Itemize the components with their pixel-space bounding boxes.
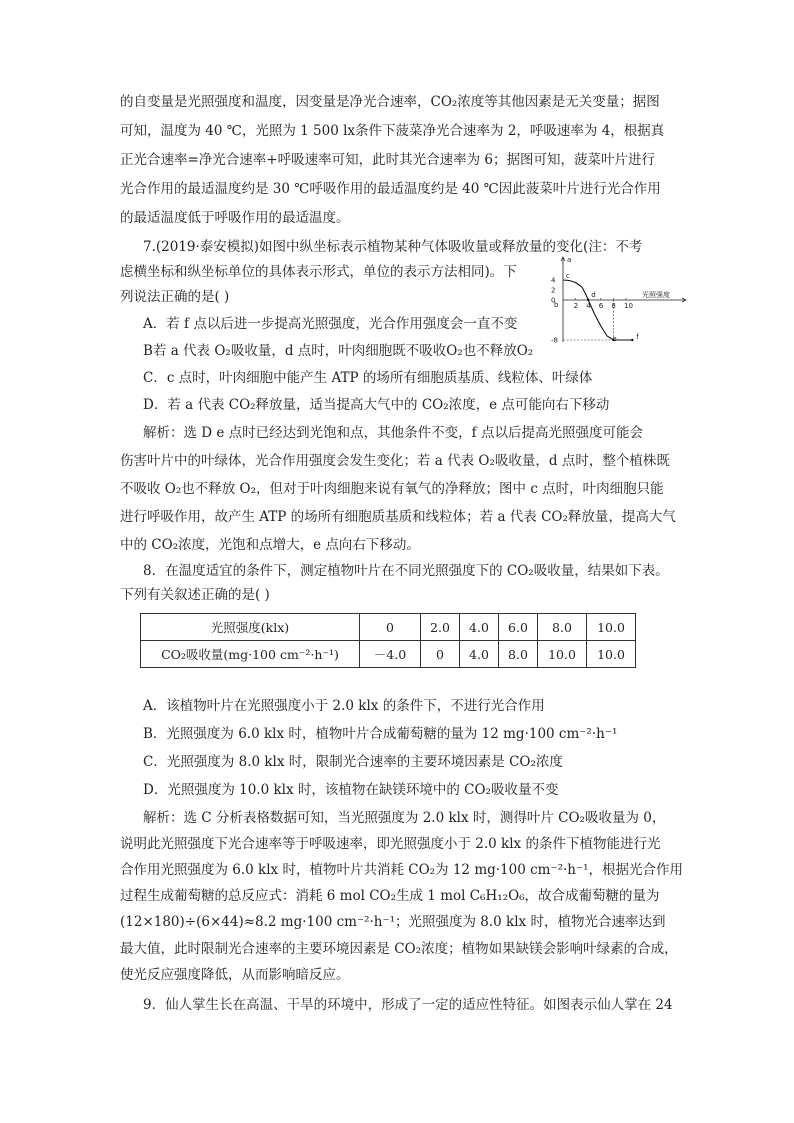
- table-row: [141, 641, 636, 668]
- y-tick-label: -8: [551, 336, 558, 344]
- option-d: D．若 a 代表 CO₂释放量，适当提高大气中的 CO₂浓度，e 点可能向右下移动: [143, 397, 610, 413]
- option-a: A．若 f 点以后进一步提高光照强度，光合作用强度会一直不变: [143, 316, 518, 332]
- table-cell: 光照强度(klx): [141, 614, 360, 641]
- x-tick-label: 2: [573, 302, 579, 310]
- text-line: 过程生成葡萄糖的总反应式：消耗 6 mol CO₂生成 1 mol C₆H₁₂O₆，故合成葡萄糖的量为: [120, 888, 660, 904]
- point-label-e: e: [612, 335, 617, 343]
- point-d: [587, 299, 589, 301]
- table-cell: 10.0: [587, 614, 636, 641]
- option-d: D．光照强度为 10.0 klx 时，该植物在缺镁环境中的 CO₂吸收量不变: [143, 782, 559, 798]
- option-b: B．光照强度为 6.0 klx 时，植物叶片合成葡萄糖的量为 12 mg·100 cm⁻²·h⁻¹: [143, 726, 618, 742]
- point-f: [631, 339, 633, 341]
- table-cell: CO₂吸收量(mg·100 cm⁻²·h⁻¹): [141, 641, 360, 668]
- analysis-7: 解析：选 D e 点时已经达到光饱和点，其他条件不变，f 点以后提高光照强度可能会: [143, 425, 643, 441]
- text-line: 列说法正确的是( ): [120, 289, 230, 305]
- curve-series: [563, 280, 632, 340]
- text-line: 不吸收 O₂也不释放 O₂，但对于叶肉细胞来说有氧气的净释放；图中 c 点时，叶肉细胞只能: [120, 481, 664, 497]
- y-tick-label: 0: [551, 296, 556, 305]
- question-8-stem: 8．在温度适宜的条件下，测定植物叶片在不同光照强度下的 CO₂吸收量，结果如下表。: [143, 563, 669, 579]
- table-cell: 8.0: [538, 614, 587, 641]
- text-line: 可知，温度为 40 ℃，光照为 1 500 lx条件下菠菜净光合速率为 2，呼吸速率为 4，根据真: [120, 123, 665, 139]
- table-cell: －4.0: [360, 641, 421, 668]
- y-tick-label: 4: [551, 276, 556, 285]
- x-axis-label: 光照强度: [642, 291, 670, 299]
- point-label-f: f: [636, 333, 639, 341]
- table-cell: 0: [421, 641, 460, 668]
- option-c: C．光照强度为 8.0 klx 时，限制光合速率的主要环境因素是 CO₂浓度: [143, 754, 563, 770]
- text-line: 合作用光照强度为 6.0 klx 时，植物叶片共消耗 CO₂为 12 mg·100 cm⁻²·h⁻¹，根据光合作用: [120, 862, 684, 878]
- analysis-8: 解析：选 C 分析表格数据可知，当光照强度为 2.0 klx 时，测得叶片 CO₂吸收量为 0，: [143, 810, 666, 826]
- table-cell: 0: [360, 614, 421, 641]
- text-line: 中的 CO₂浓度，光饱和点增大，e 点向右下移动。: [120, 537, 420, 553]
- text-line: 的最适温度低于呼吸作用的最适温度。: [120, 210, 350, 226]
- y-tick-label: 2: [551, 286, 556, 295]
- x-tick-label: 10: [624, 302, 633, 310]
- text-line: 最大值，此时限制光合速率的主要环境因素是 CO₂浓度；植物如果缺镁会影响叶绿素的合成，: [120, 941, 678, 957]
- option-c: C．c 点时，叶肉细胞中能产生 ATP 的场所有细胞质基质、线粒体、叶绿体: [143, 370, 593, 386]
- text-line: 下列有关叙述正确的是( ): [120, 587, 270, 603]
- text-line: 光合作用的最适温度约是 30 ℃呼吸作用的最适温度约是 40 ℃因此菠菜叶片进行光合作用: [120, 181, 661, 197]
- text-line: 虑横坐标和纵坐标单位的具体表示形式，单位的表示方法相同)。下: [120, 264, 517, 280]
- x-tick-label: 6: [598, 302, 604, 310]
- text-line: 的自变量是光照强度和温度，因变量是净光合速率，CO₂浓度等其他因素是无关变量；据图: [120, 94, 660, 110]
- x-tick-label: 4: [586, 302, 591, 310]
- table-cell: 4.0: [460, 641, 499, 668]
- option-b: B若 a 代表 O₂吸收量，d 点时，叶肉细胞既不吸收O₂也不释放O₂: [143, 343, 534, 359]
- point-label-b: b: [554, 301, 559, 309]
- option-a: A．该植物叶片在光照强度小于 2.0 klx 的条件下，不进行光合作用: [143, 698, 545, 714]
- data-table: [140, 613, 636, 668]
- point-label-d: d: [591, 291, 596, 299]
- table-cell: 10.0: [587, 641, 636, 668]
- text-line: 伤害叶片中的叶绿体，光合作用强度会发生变化；若 a 代表 O₂吸收量，d 点时，整个植株既: [120, 453, 670, 469]
- x-tick-label: 8: [611, 302, 616, 310]
- text-line: 进行呼吸作用，故产生 ATP 的场所有细胞质基质和线粒体；若 a 代表 CO₂释放量，提高大气: [120, 509, 676, 525]
- question-7-stem: 7.(2019·泰安模拟)如图中纵坐标表示植物某种气体吸收量或释放量的变化(注：不考: [143, 239, 643, 255]
- table-cell: 4.0: [460, 614, 499, 641]
- text-line: 正光合速率=净光合速率+呼吸速率可知，此时其光合速率为 6；据图可知，菠菜叶片进行: [120, 152, 656, 168]
- text-line: 使光反应强度降低，从而影响暗反应。: [120, 967, 350, 983]
- table-row: [141, 614, 636, 641]
- point-label-c: c: [566, 272, 570, 280]
- question-9-stem: 9．仙人掌生长在高温、干旱的环境中，形成了一定的适应性特征。如图表示仙人掌在 24: [143, 997, 673, 1013]
- text-line: (12×180)÷(6×44)≈8.2 mg·100 cm⁻²·h⁻¹；光照强度为 8.0 klx 时，植物光合速率达到: [120, 914, 666, 930]
- light-intensity-chart: [549, 254, 689, 344]
- table-cell: 2.0: [421, 614, 460, 641]
- table-cell: 8.0: [499, 641, 538, 668]
- table-cell: 6.0: [499, 614, 538, 641]
- text-line: 说明此光照强度下光合速率等于呼吸速率，即光照强度小于 2.0 klx 的条件下植物能进行光: [120, 836, 661, 852]
- y-axis-label: a: [567, 256, 572, 264]
- table-cell: 10.0: [538, 641, 587, 668]
